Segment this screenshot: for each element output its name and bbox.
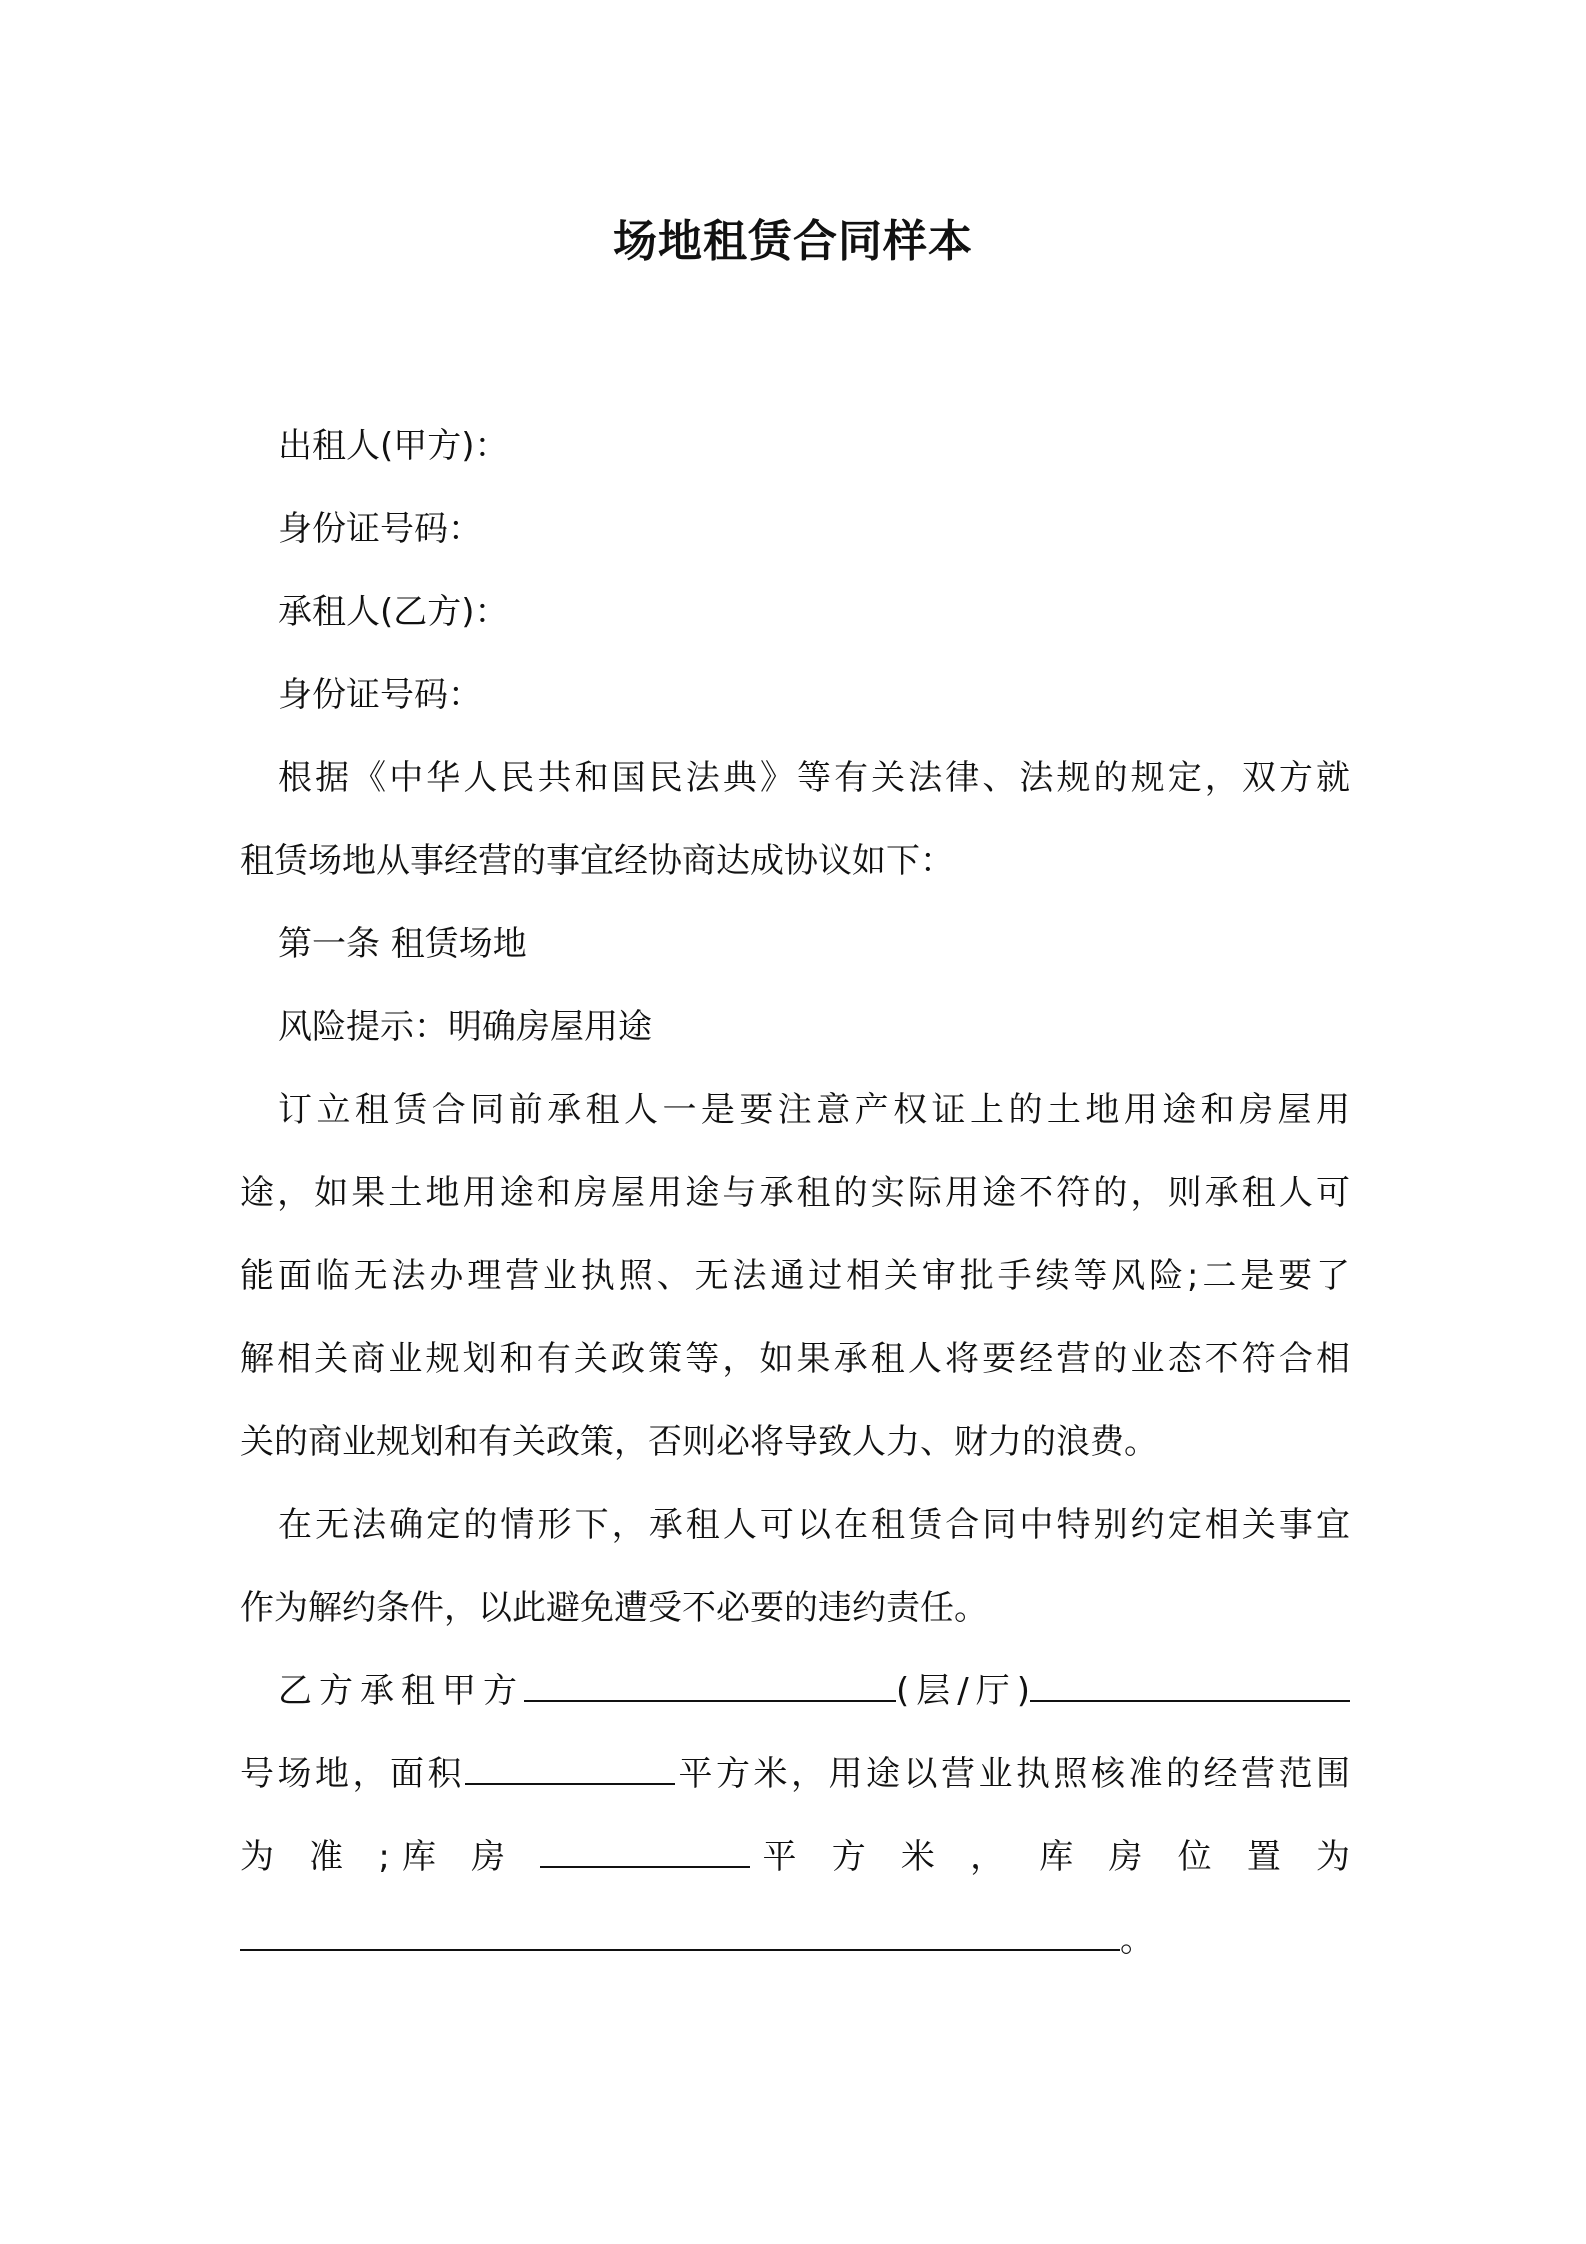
- clause-part-5: 为 准 ;库 房: [240, 1837, 518, 1877]
- area-blank: [465, 1753, 675, 1785]
- site-number-blank: [1030, 1670, 1350, 1702]
- clause-line-4: [240, 1899, 1350, 1999]
- document-body: [240, 405, 1350, 1999]
- lessee-label: 承租人(乙方)：: [278, 592, 509, 632]
- clause-part-4: 平方米，用途以营业执照核准的经营范围: [675, 1754, 1350, 1794]
- warehouse-area-blank: [540, 1836, 750, 1868]
- paragraph-1-line-3: 能面临无法办理营业执照、无法通过相关审批手续等风险;二是要了: [240, 1256, 1350, 1296]
- clause-part-3: 号场地，面积: [240, 1754, 465, 1794]
- paragraph-1-line-2: 途，如果土地用途和房屋用途与承租的实际用途不符的，则承租人可: [240, 1173, 1350, 1213]
- clause-line-3: [240, 1816, 1350, 1899]
- lessor-id-label: 身份证号码：: [278, 509, 482, 549]
- clause-part-1: 乙方承租甲方: [278, 1671, 525, 1711]
- clause-line-1: [240, 1650, 1350, 1733]
- clause-line-2: [240, 1733, 1350, 1816]
- lessee-id-label: 身份证号码：: [278, 675, 482, 715]
- clause-part-6: 平 方 米 ， 库 房 位 置 为: [750, 1837, 1350, 1877]
- clause-part-7: 。: [1120, 1920, 1154, 1960]
- floor-blank: [524, 1670, 896, 1702]
- paragraph-2-line-1: 在无法确定的情形下，承租人可以在租赁合同中特别约定相关事宜: [278, 1505, 1350, 1545]
- paragraph-1-line-4: 解相关商业规划和有关政策等，如果承租人将要经营的业态不符合相: [240, 1339, 1350, 1379]
- preamble-line-2: 租赁场地从事经营的事宜经协商达成协议如下：: [240, 841, 954, 881]
- risk-tip: 风险提示：明确房屋用途: [278, 1007, 652, 1047]
- document-title: 场地租赁合同样本: [613, 216, 973, 267]
- paragraph-1-line-1: 订立租赁合同前承租人一是要注意产权证上的土地用途和房屋用: [278, 1090, 1350, 1130]
- preamble-line-1: 根据《中华人民共和国民法典》等有关法律、法规的规定，双方就: [278, 758, 1350, 798]
- warehouse-location-blank: [240, 1919, 1120, 1951]
- article-1-heading: 第一条 租赁场地: [278, 924, 527, 964]
- clause-part-2: (层/厅): [896, 1671, 1031, 1711]
- paragraph-2-line-2: 作为解约条件，以此避免遭受不必要的违约责任。: [240, 1588, 988, 1628]
- lessor-label: 出租人(甲方)：: [278, 426, 509, 466]
- paragraph-1-line-5: 关的商业规划和有关政策，否则必将导致人力、财力的浪费。: [240, 1422, 1158, 1462]
